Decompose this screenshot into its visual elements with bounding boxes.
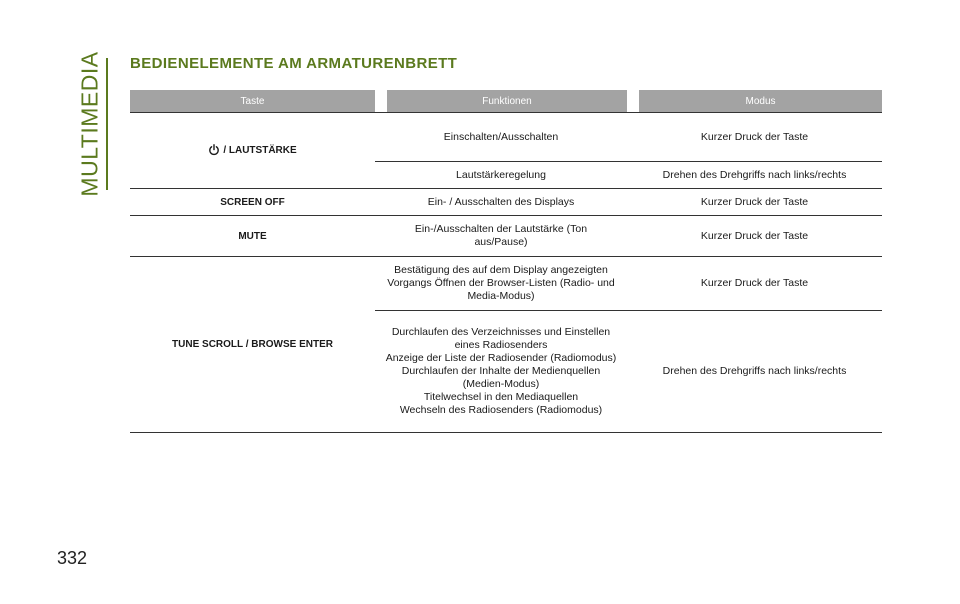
cell-function: Lautstärkeregelung bbox=[375, 162, 627, 189]
cell-function: Einschalten/Ausschalten bbox=[375, 112, 627, 162]
header-funktionen: Funktionen bbox=[375, 90, 627, 112]
header-taste: Taste bbox=[130, 90, 375, 112]
cell-key-screen-off: SCREEN OFF bbox=[130, 189, 375, 216]
table-row bbox=[130, 216, 882, 257]
cell-mode: Kurzer Druck der Taste bbox=[627, 216, 882, 257]
function-line: Durchlaufen des Verzeichnisses und Einstellen eines Radiosenders bbox=[391, 326, 611, 351]
cell-key-volume bbox=[130, 112, 375, 189]
function-line: Wechseln des Radiosenders (Radiomodus) bbox=[399, 404, 603, 416]
cell-function: Ein- / Ausschalten des Displays bbox=[375, 189, 627, 216]
side-tab bbox=[68, 51, 112, 197]
table-row bbox=[130, 112, 882, 162]
side-tab-label: MULTIMEDIA bbox=[76, 51, 103, 197]
page-number: 332 bbox=[57, 548, 88, 568]
cell-function: Ein-/Ausschalten der Lautstärke (Ton aus/Pause) bbox=[375, 216, 627, 257]
table-row bbox=[130, 189, 882, 216]
cell-key-mute: MUTE bbox=[130, 216, 375, 257]
function-line: Titelwechsel in den Mediaquellen bbox=[423, 391, 579, 403]
cell-function: Bestätigung des auf dem Display angezeigten Vorgangs Öffnen der Browser-Listen (Radio- und Media-Modus) bbox=[375, 257, 627, 311]
cell-mode: Kurzer Druck der Taste bbox=[627, 112, 882, 162]
function-line: Anzeige der Liste der Radiosender (Radiomodus) bbox=[385, 352, 617, 364]
header-modus: Modus bbox=[627, 90, 882, 112]
cell-mode: Drehen des Drehgriffs nach links/rechts bbox=[627, 162, 882, 189]
power-icon bbox=[208, 144, 220, 156]
cell-mode: Kurzer Druck der Taste bbox=[627, 189, 882, 216]
cell-key-tune-scroll: TUNE SCROLL / BROWSE ENTER bbox=[130, 257, 375, 433]
table-header-row bbox=[130, 90, 882, 112]
controls-table bbox=[130, 90, 882, 433]
section-title: BEDIENELEMENTE AM ARMATURENBRETT bbox=[130, 55, 458, 72]
table-row bbox=[130, 257, 882, 311]
function-line: Durchlaufen der Inhalte der Medienquellen (Medien-Modus) bbox=[401, 365, 601, 390]
key-volume-label: / LAUTSTÄRKE bbox=[223, 145, 297, 156]
side-tab-rule bbox=[106, 58, 108, 190]
cell-mode: Kurzer Druck der Taste bbox=[627, 257, 882, 311]
cell-mode: Drehen des Drehgriffs nach links/rechts bbox=[627, 311, 882, 433]
cell-function-list bbox=[375, 311, 627, 433]
